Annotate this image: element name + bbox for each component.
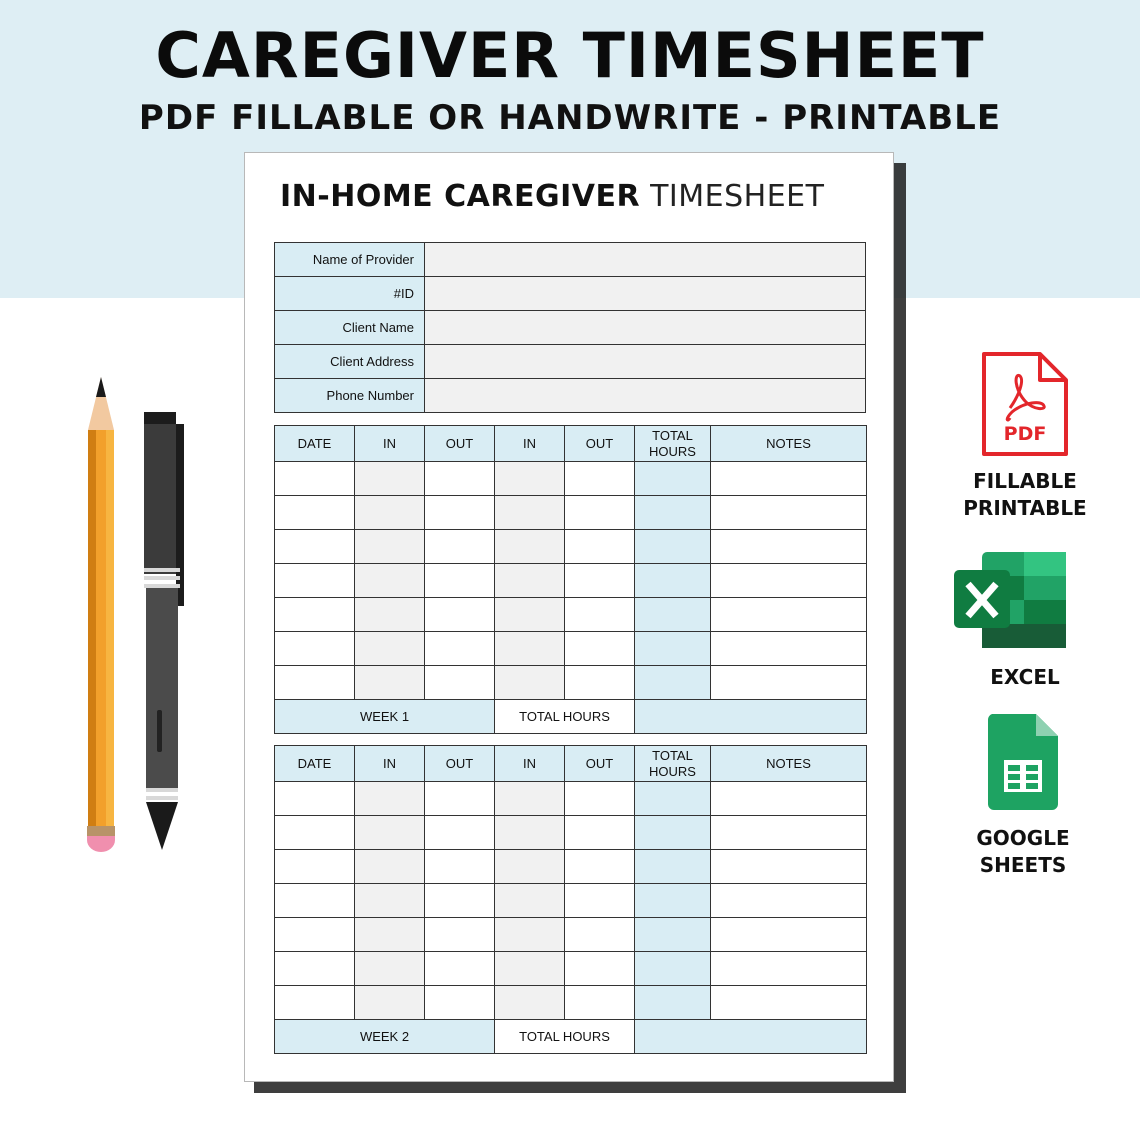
time-entry-cell[interactable] [565,782,635,816]
sheet-title-bold: IN-HOME CAREGIVER [280,179,641,214]
time-entry-cell[interactable] [355,496,425,530]
info-label-phone: Phone Number [275,379,425,413]
time-entry-cell[interactable] [495,564,565,598]
time-entry-cell[interactable] [635,918,711,952]
time-entry-cell[interactable] [495,782,565,816]
time-entry-cell[interactable] [495,496,565,530]
time-entry-cell[interactable] [355,986,425,1020]
time-entry-cell[interactable] [425,884,495,918]
time-entry-cell[interactable] [495,598,565,632]
time-entry-row [275,816,867,850]
provider-name-field[interactable] [425,243,866,277]
sheet-title-light: TIMESHEET [650,179,825,214]
time-entry-cell[interactable] [275,918,355,952]
week-summary-row [275,700,867,734]
time-entry-cell[interactable] [711,918,867,952]
time-entry-cell[interactable] [565,564,635,598]
week-total-hours-field[interactable] [635,1020,867,1054]
time-entry-cell[interactable] [425,530,495,564]
time-entry-cell[interactable] [425,816,495,850]
time-entry-cell[interactable] [275,816,355,850]
week-2-table [274,745,867,1054]
time-entry-cell[interactable] [425,462,495,496]
time-entry-cell[interactable] [711,782,867,816]
time-entry-cell[interactable] [275,632,355,666]
time-entry-cell[interactable] [711,530,867,564]
info-row [275,311,866,345]
time-entry-cell[interactable] [355,530,425,564]
time-entry-cell[interactable] [711,632,867,666]
time-entry-cell[interactable] [275,598,355,632]
time-entry-row [275,850,867,884]
time-entry-cell[interactable] [565,816,635,850]
column-header: IN [355,746,425,782]
time-entry-cell[interactable] [355,850,425,884]
time-entry-cell[interactable] [635,884,711,918]
client-address-field[interactable] [425,345,866,379]
excel-label: EXCEL [990,665,1060,689]
time-entry-cell[interactable] [565,496,635,530]
time-entry-cell[interactable] [275,496,355,530]
time-entry-cell[interactable] [355,598,425,632]
column-header-row [275,426,867,462]
time-entry-cell[interactable] [355,918,425,952]
time-entry-cell[interactable] [425,496,495,530]
column-header: OUT [425,426,495,462]
time-entry-cell[interactable] [635,564,711,598]
time-entry-cell[interactable] [565,462,635,496]
time-entry-cell[interactable] [425,952,495,986]
pdf-label-line2: PRINTABLE [963,496,1087,520]
time-entry-cell[interactable] [635,632,711,666]
time-entry-cell[interactable] [635,952,711,986]
time-entry-cell[interactable] [495,986,565,1020]
time-entry-cell[interactable] [565,986,635,1020]
time-entry-cell[interactable] [355,884,425,918]
time-entry-cell[interactable] [425,850,495,884]
time-entry-cell[interactable] [495,952,565,986]
time-entry-cell[interactable] [275,850,355,884]
time-entry-cell[interactable] [275,564,355,598]
column-header: OUT [565,426,635,462]
time-entry-cell[interactable] [425,782,495,816]
page-title: CAREGIVER TIMESHEET [155,19,985,92]
info-table [274,242,866,413]
pen-icon [140,410,190,855]
time-entry-cell[interactable] [635,598,711,632]
time-entry-cell[interactable] [711,816,867,850]
time-entry-cell[interactable] [355,462,425,496]
info-row [275,243,866,277]
time-entry-row [275,462,867,496]
time-entry-cell[interactable] [355,564,425,598]
time-entry-cell[interactable] [565,952,635,986]
time-entry-cell[interactable] [635,462,711,496]
time-entry-cell[interactable] [565,632,635,666]
time-entry-cell[interactable] [275,884,355,918]
time-entry-cell[interactable] [275,462,355,496]
time-entry-cell[interactable] [425,632,495,666]
google-sheets-icon [986,712,1062,812]
time-entry-cell[interactable] [635,666,711,700]
column-header-row [275,746,867,782]
time-entry-cell[interactable] [495,530,565,564]
excel-icon [952,550,1068,650]
time-entry-row [275,496,867,530]
time-entry-cell[interactable] [275,530,355,564]
time-entry-cell[interactable] [355,632,425,666]
info-label-client-name: Client Name [275,311,425,345]
time-entry-cell[interactable] [425,918,495,952]
google-sheets-label-line2: SHEETS [979,853,1067,877]
time-entry-cell[interactable] [711,952,867,986]
time-entry-cell[interactable] [495,884,565,918]
column-header: IN [355,426,425,462]
time-entry-cell[interactable] [275,666,355,700]
week-total-hours-label: TOTAL HOURS [495,700,635,734]
column-header: NOTES [711,746,867,782]
time-entry-cell[interactable] [635,496,711,530]
pdf-badge-label: PDF [1003,423,1047,445]
time-entry-row [275,666,867,700]
time-entry-row [275,952,867,986]
time-entry-cell[interactable] [275,952,355,986]
time-entry-cell[interactable] [355,952,425,986]
column-header: IN [495,426,565,462]
time-entry-cell[interactable] [565,598,635,632]
pdf-label-line1: FILLABLE [973,469,1077,493]
time-entry-cell[interactable] [711,598,867,632]
time-entry-cell[interactable] [711,462,867,496]
time-entry-cell[interactable] [565,918,635,952]
column-header: TOTAL HOURS [635,746,711,782]
time-entry-cell[interactable] [425,666,495,700]
time-entry-cell[interactable] [565,884,635,918]
google-sheets-label-line1: GOOGLE [976,826,1070,850]
time-entry-cell[interactable] [711,884,867,918]
column-header: OUT [565,746,635,782]
info-row [275,379,866,413]
info-label-provider: Name of Provider [275,243,425,277]
time-entry-cell[interactable] [495,462,565,496]
time-entry-cell[interactable] [635,816,711,850]
time-entry-row [275,564,867,598]
client-name-field[interactable] [425,311,866,345]
time-entry-cell[interactable] [711,564,867,598]
time-entry-cell[interactable] [711,666,867,700]
week-1-table [274,425,867,734]
column-header: NOTES [711,426,867,462]
time-entry-cell[interactable] [635,530,711,564]
time-entry-cell[interactable] [495,632,565,666]
time-entry-cell[interactable] [355,666,425,700]
time-entry-cell[interactable] [711,496,867,530]
phone-number-field[interactable] [425,379,866,413]
column-header: DATE [275,426,355,462]
time-entry-row [275,598,867,632]
pencil-icon [82,375,122,853]
time-entry-cell[interactable] [425,986,495,1020]
time-entry-row [275,632,867,666]
week-total-hours-label: TOTAL HOURS [495,1020,635,1054]
time-entry-cell[interactable] [355,782,425,816]
time-entry-cell[interactable] [635,850,711,884]
time-entry-cell[interactable] [495,816,565,850]
time-entry-cell[interactable] [275,782,355,816]
week-total-hours-field[interactable] [635,700,867,734]
column-header: IN [495,746,565,782]
time-entry-cell[interactable] [711,986,867,1020]
time-entry-row [275,918,867,952]
time-entry-cell[interactable] [495,918,565,952]
time-entry-row [275,986,867,1020]
info-row [275,345,866,379]
week-label: WEEK 2 [275,1020,495,1054]
time-entry-cell[interactable] [495,850,565,884]
time-entry-row [275,530,867,564]
time-entry-row [275,884,867,918]
column-header: DATE [275,746,355,782]
info-row [275,277,866,311]
time-entry-cell[interactable] [425,564,495,598]
page-subtitle: PDF FILLABLE OR HANDWRITE - PRINTABLE [138,98,1002,138]
time-entry-cell[interactable] [635,986,711,1020]
time-entry-cell[interactable] [565,850,635,884]
time-entry-cell[interactable] [495,666,565,700]
column-header: TOTAL HOURS [635,426,711,462]
week-summary-row [275,1020,867,1054]
time-entry-cell[interactable] [635,782,711,816]
time-entry-cell[interactable] [565,530,635,564]
time-entry-cell[interactable] [425,598,495,632]
week-label: WEEK 1 [275,700,495,734]
time-entry-cell[interactable] [355,816,425,850]
time-entry-cell[interactable] [565,666,635,700]
info-label-client-address: Client Address [275,345,425,379]
time-entry-cell[interactable] [711,850,867,884]
time-entry-cell[interactable] [275,986,355,1020]
column-header: OUT [425,746,495,782]
time-entry-row [275,782,867,816]
id-field[interactable] [425,277,866,311]
timesheet-sheet [244,152,894,1082]
sheet-title [280,179,824,214]
info-label-id: #ID [275,277,425,311]
